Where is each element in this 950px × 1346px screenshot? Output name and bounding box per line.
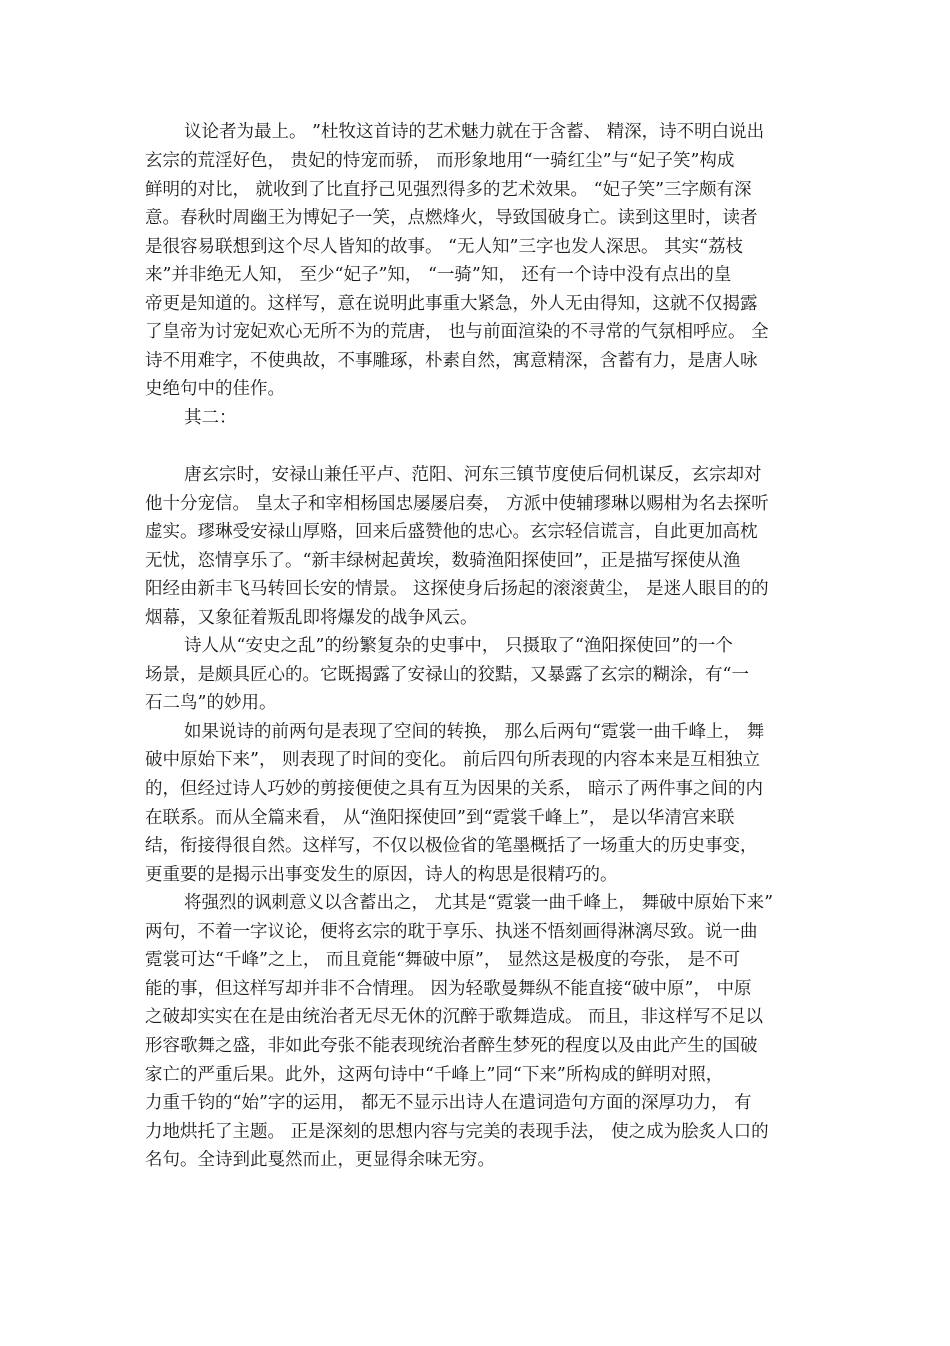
text-line: 玄宗的荒淫好色， 贵妃的恃宠而骄， 而形象地用“一骑红尘”与“妃子笑”构成 <box>145 151 735 171</box>
text-line: 形容歌舞之盛，非如此夸张不能表现统治者醉生梦死的程度以及由此产生的国破 <box>145 1036 758 1056</box>
text-line: 是很容易联想到这个尽人皆知的故事。 “无人知”三字也发人深思。 其实“荔枝 <box>145 237 743 257</box>
text-line: 破中原始下来”， 则表现了时间的变化。 前后四句所表现的内容本来是互相独立 <box>145 750 761 770</box>
text-line: 结，衔接得很自然。这样写，不仅以极俭省的笔墨概括了一场重大的历史事变， <box>145 836 758 856</box>
text-line: 诗不用难字，不使典故，不事雕琢，朴素自然，寓意精深，含蓄有力，是唐人咏 <box>145 351 758 371</box>
text-line: 史绝句中的佳作。 <box>145 379 285 399</box>
text-line: 在联系。而从全篇来看， 从“渔阳探使回”到“霓裳千峰上”， 是以华清宫来联 <box>145 808 735 828</box>
text-line: 力重千钧的“始”字的运用， 都无不显示出诗人在遣词造句方面的深厚功力， 有 <box>145 1093 752 1113</box>
text-line: 更重要的是揭示出事变发生的原因，诗人的构思是很精巧的。 <box>145 865 618 885</box>
text-line: 之破却实实在在是由统治者无尽无休的沉醉于歌舞造成。 而且，非这样写不足以 <box>145 1007 764 1027</box>
text-line: 名句。全诗到此戛然而止，更显得余味无穷。 <box>145 1150 495 1170</box>
text-line: 两句，不着一字议论，便将玄宗的耽于享乐、执迷不悟刻画得淋漓尽致。说一曲 <box>145 922 758 942</box>
text-line: 烟幕，又象征着叛乱即将爆发的战争风云。 <box>145 608 478 628</box>
text-line: 帝更是知道的。这样写，意在说明此事重大紧急，外人无由得知，这就不仅揭露 <box>145 294 758 314</box>
text-line: 无忧，恣情享乐了。“新丰绿树起黄埃，数骑渔阳探使回”，正是描写探使从渔 <box>145 551 741 571</box>
text-line: 力地烘托了主题。 正是深刻的思想内容与完美的表现手法， 使之成为脍炙人口的 <box>145 1122 769 1142</box>
text-line: 唐玄宗时，安禄山兼任平卢、范阳、河东三镇节度使后伺机谋反，玄宗却对 <box>184 465 762 485</box>
text-line: 的，但经过诗人巧妙的剪接便使之具有互为因果的关系， 暗示了两件事之间的内 <box>145 779 764 799</box>
text-line: 意。春秋时周幽王为博妃子一笑，点燃烽火，导致国破身亡。读到这里时，读者 <box>145 208 758 228</box>
text-line: 鲜明的对比， 就收到了比直抒己见强烈得多的艺术效果。 “妃子笑”三字颇有深 <box>145 180 752 200</box>
text-line: 家亡的严重后果。此外，这两句诗中“千峰上”同“下来”所构成的鲜明对照， <box>145 1065 724 1085</box>
text-line: 阳经由新丰飞马转回长安的情景。 这探使身后扬起的滚滚黄尘， 是迷人眼目的的 <box>145 579 769 599</box>
text-line: 将强烈的讽刺意义以含蓄出之， 尤其是“霓裳一曲千峰上， 舞破中原始下来” <box>184 893 774 913</box>
text-line: 议论者为最上。 ”杜牧这首诗的艺术魅力就在于含蓄、 精深，诗不明白说出 <box>184 122 765 142</box>
text-line: 场景，是颇具匠心的。它既揭露了安禄山的狡黠，又暴露了玄宗的糊涂，有“一 <box>145 665 749 685</box>
text-line: 如果说诗的前两句是表现了空间的转换， 那么后两句“霓裳一曲千峰上， 舞 <box>184 722 765 742</box>
text-line: 石二鸟”的妙用。 <box>145 693 277 713</box>
text-line: 了皇帝为讨宠妃欢心无所不为的荒唐， 也与前面渲染的不寻常的气氛相呼应。 全 <box>145 322 769 342</box>
text-line: 虚实。璆琳受安禄山厚赂，回来后盛赞他的忠心。玄宗轻信谎言，自此更加高枕 <box>145 522 758 542</box>
text-line: 来”并非绝无人知， 至少“妃子”知， “一骑”知， 还有一个诗中没有点出的皇 <box>145 265 732 285</box>
text-line: 诗人从“安史之乱”的纷繁复杂的史事中， 只摄取了“渔阳探使回”的一个 <box>184 636 733 656</box>
text-line: 霓裳可达“千峰”之上， 而且竟能“舞破中原”， 显然这是极度的夸张， 是不可 <box>145 950 740 970</box>
section-heading: 其二： <box>184 408 237 428</box>
text-line: 能的事，但这样写却并非不合情理。 因为轻歌曼舞纵不能直接“破中原”， 中原 <box>145 979 752 999</box>
text-line: 他十分宠信。 皇太子和宰相杨国忠屡屡启奏， 方派中使辅璆琳以赐柑为名去探听 <box>145 494 769 514</box>
